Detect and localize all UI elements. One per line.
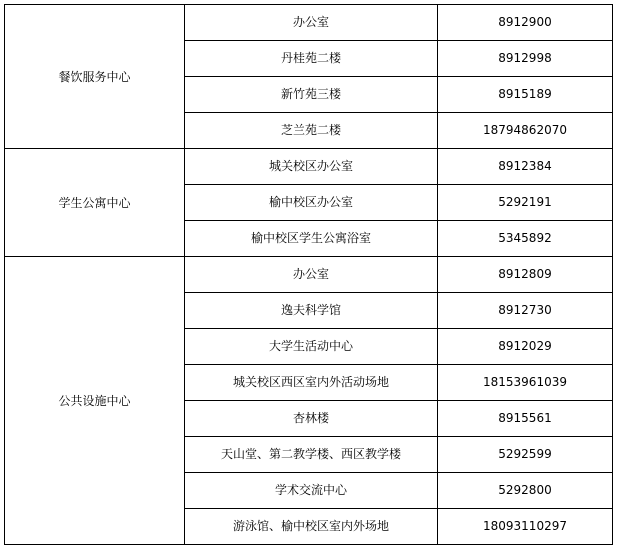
place-cell: 游泳馆、榆中校区室内外场地 — [185, 509, 438, 545]
place-cell: 榆中校区办公室 — [185, 185, 438, 221]
place-cell: 逸夫科学馆 — [185, 293, 438, 329]
phone-cell: 5292191 — [438, 185, 613, 221]
place-cell: 芝兰苑二楼 — [185, 113, 438, 149]
place-cell: 杏林楼 — [185, 401, 438, 437]
phone-cell: 18153961039 — [438, 365, 613, 401]
table-row — [5, 257, 613, 293]
table-row — [5, 149, 613, 185]
phone-cell: 18093110297 — [438, 509, 613, 545]
place-cell: 天山堂、第二教学楼、西区教学楼 — [185, 437, 438, 473]
phone-cell: 8912900 — [438, 5, 613, 41]
place-cell: 办公室 — [185, 5, 438, 41]
table-row — [5, 5, 613, 41]
place-cell: 丹桂苑二楼 — [185, 41, 438, 77]
phone-cell: 5292599 — [438, 437, 613, 473]
phone-cell: 8915561 — [438, 401, 613, 437]
phone-cell: 8915189 — [438, 77, 613, 113]
phone-cell: 8912384 — [438, 149, 613, 185]
group-name-cell: 餐饮服务中心 — [5, 5, 185, 149]
phone-cell: 8912730 — [438, 293, 613, 329]
phone-cell: 8912998 — [438, 41, 613, 77]
place-cell: 办公室 — [185, 257, 438, 293]
group-name-cell: 学生公寓中心 — [5, 149, 185, 257]
place-cell: 大学生活动中心 — [185, 329, 438, 365]
place-cell: 城关校区西区室内外活动场地 — [185, 365, 438, 401]
phone-cell: 5292800 — [438, 473, 613, 509]
phone-cell: 8912809 — [438, 257, 613, 293]
phone-cell: 18794862070 — [438, 113, 613, 149]
phone-cell: 5345892 — [438, 221, 613, 257]
contact-directory-table — [4, 4, 613, 545]
group-name-cell: 公共设施中心 — [5, 257, 185, 545]
place-cell: 学术交流中心 — [185, 473, 438, 509]
place-cell: 城关校区办公室 — [185, 149, 438, 185]
place-cell: 榆中校区学生公寓浴室 — [185, 221, 438, 257]
place-cell: 新竹苑三楼 — [185, 77, 438, 113]
phone-cell: 8912029 — [438, 329, 613, 365]
